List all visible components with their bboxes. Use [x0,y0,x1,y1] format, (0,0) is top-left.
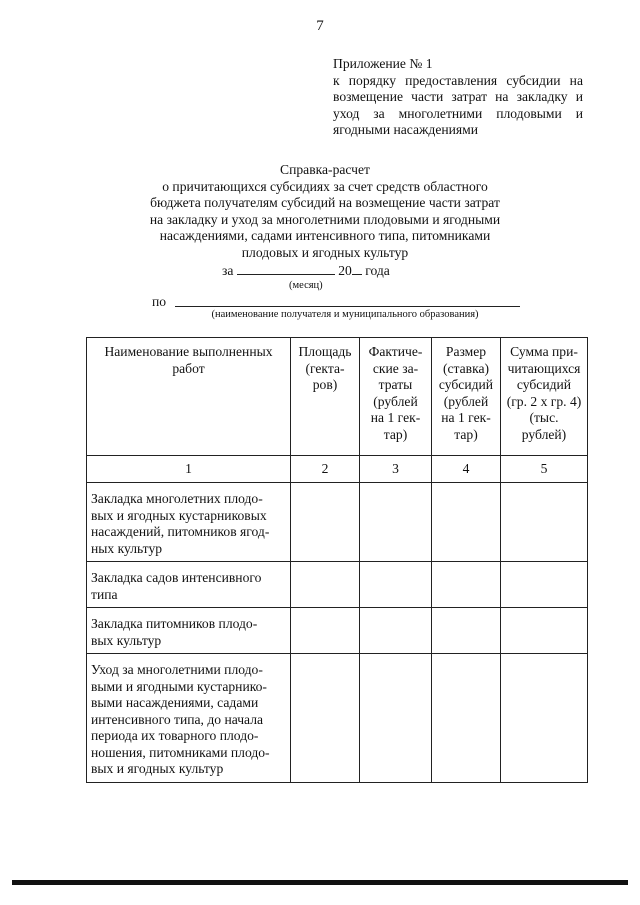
table-cell[interactable] [360,654,432,783]
table-header-row [87,338,588,456]
table-cell[interactable] [291,654,360,783]
year-blank-field[interactable] [352,262,362,275]
recipient-prefix: по [152,294,167,309]
column-number: 3 [360,456,432,483]
appendix-block [333,56,583,139]
month-blank-field[interactable] [237,262,335,275]
scan-edge-bar [12,880,628,885]
column-number-row [87,456,588,483]
header-cell: Размер (ставка) субсидий (рублей на 1 гек- тар) [432,338,501,456]
row-label: Закладка питомников плодо- вых культур [87,608,291,654]
table-cell[interactable] [291,483,360,562]
table-cell[interactable] [360,483,432,562]
column-number: 4 [432,456,501,483]
heading-line: на закладку и уход за многолетними плодовыми и ягодными [149,211,501,227]
recipient-blank-field[interactable] [175,306,520,307]
heading-line: плодовых и ягодных культур [241,244,409,260]
table-cell[interactable] [360,562,432,608]
page-number: 7 [316,18,324,34]
header-cell: Площадь (гекта- ров) [291,338,360,456]
row-label: Уход за многолетними плодо- выми и ягодными кустарнико- выми насаждениями, садами интенсивного типа, до начала периода их товарного плодо- ношения, питомниками плодо- вых и ягодных культур [87,654,291,783]
header-cell: Наименование выполненных работ [87,338,291,456]
table-cell[interactable] [291,608,360,654]
year-prefix: 20 [338,263,352,278]
heading-line: насаждениями, садами интенсивного типа, питомниками [159,228,491,243]
column-number: 2 [291,456,360,483]
heading-line: о причитающихся субсидиях за счет средств областного [162,178,488,194]
recipient-caption: (наименование получателя и муниципального образования) [211,309,479,320]
table-row [87,654,588,783]
appendix-line: уход за многолетними плодовыми и [333,105,583,121]
appendix-title: Приложение № 1 [333,56,433,71]
subsidy-table [86,337,588,783]
heading-line: бюджета получателям субсидий на возмещение части затрат [150,195,500,210]
header-cell: Сумма при- читающихся субсидий (гр. 2 x гр. 4) (тыс. рублей) [501,338,588,456]
month-caption: (месяц) [289,280,323,291]
table-cell[interactable] [432,654,501,783]
table-cell[interactable] [432,562,501,608]
column-number: 5 [501,456,588,483]
header-cell: Фактиче- ские за- траты (рублей на 1 гек- тар) [360,338,432,456]
row-label: Закладка многолетних плодо- вых и ягодных кустарниковых насаждений, питомников ягод- ных культур [87,483,291,562]
table-cell[interactable] [291,562,360,608]
period-prefix: за [222,263,234,278]
table-cell[interactable] [501,483,588,562]
table-row [87,562,588,608]
column-number: 1 [87,456,291,483]
heading-title: Справка-расчет [280,162,370,177]
table-row [87,483,588,562]
period-line [222,262,390,279]
appendix-line: возмещение части затрат на закладку и [333,89,583,104]
table-row [87,608,588,654]
year-suffix: года [365,263,390,278]
document-heading [100,162,550,261]
table-cell[interactable] [501,654,588,783]
table-cell[interactable] [360,608,432,654]
row-label: Закладка садов интенсивного типа [87,562,291,608]
table-cell[interactable] [501,608,588,654]
table-cell[interactable] [501,562,588,608]
appendix-line: ягодными насаждениями [333,122,479,137]
table-cell[interactable] [432,483,501,562]
table-cell[interactable] [432,608,501,654]
appendix-line: к порядку предоставления субсидии на [333,72,583,88]
